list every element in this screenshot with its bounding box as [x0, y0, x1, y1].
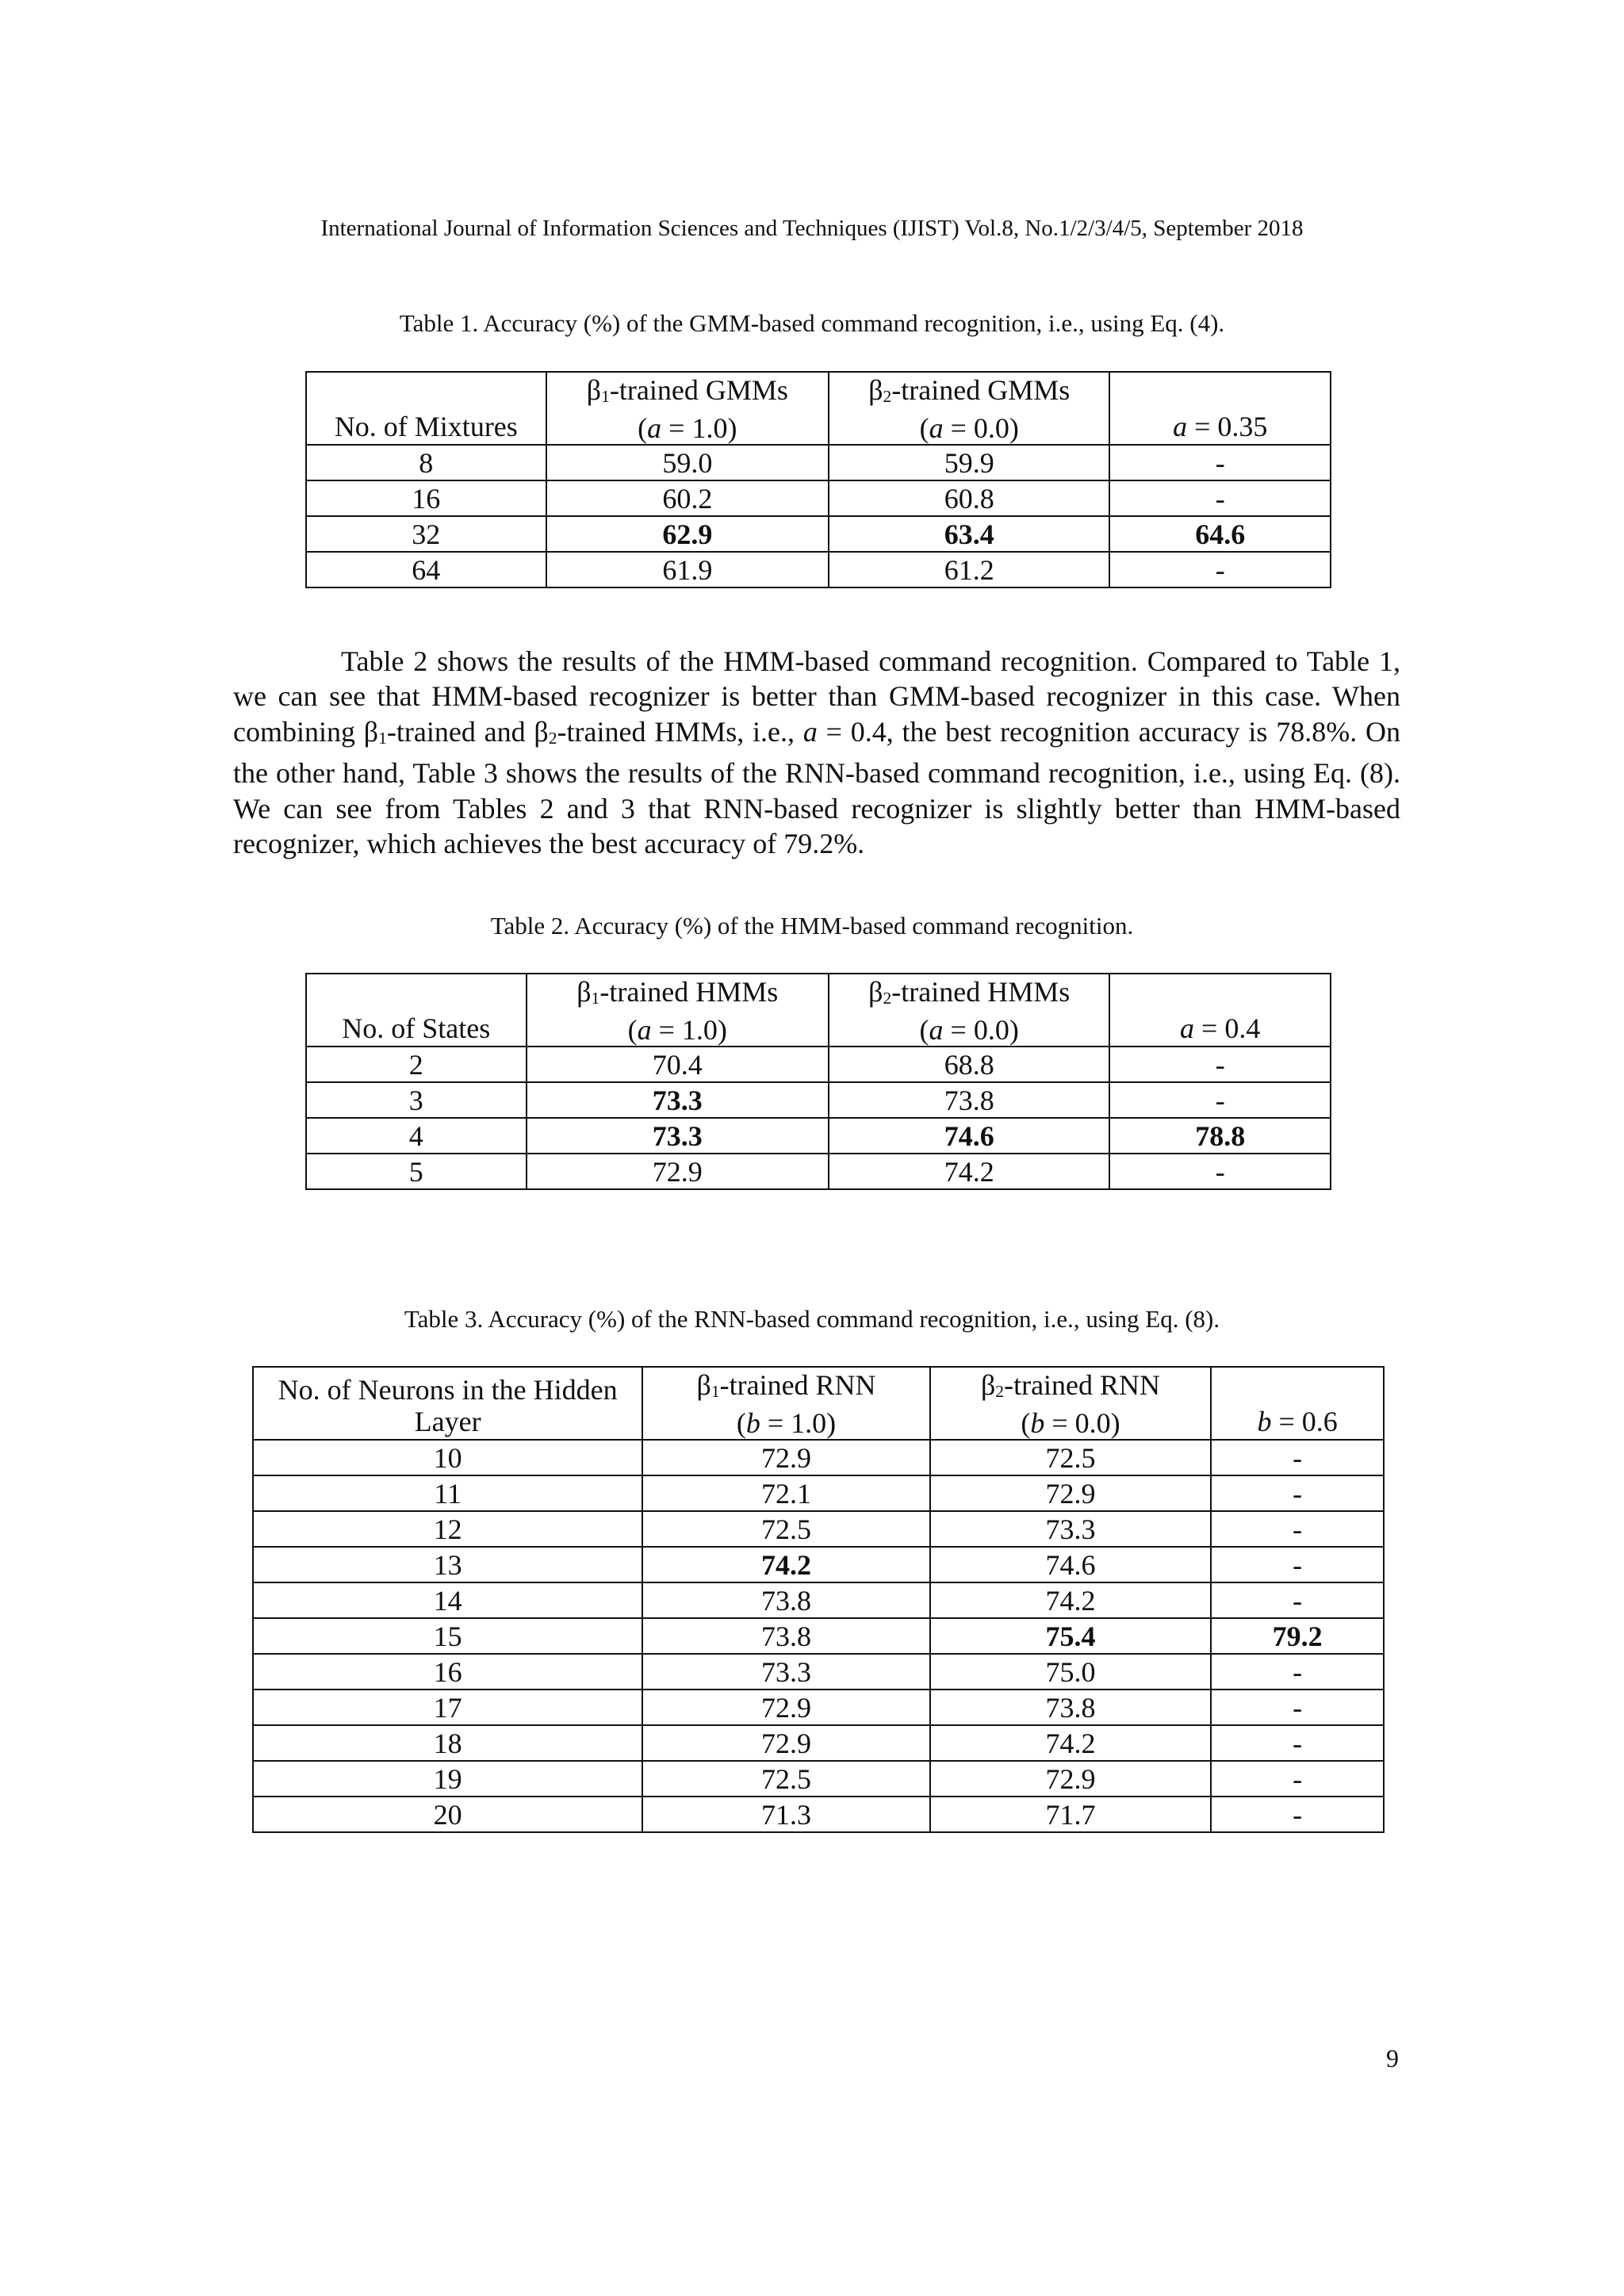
table-row	[306, 1082, 1331, 1118]
table-cell: -	[1211, 1725, 1384, 1761]
table-cell: 16	[306, 480, 546, 516]
table-cell: 74.6	[930, 1547, 1212, 1582]
table-row	[306, 552, 1331, 587]
table-row	[253, 1511, 1384, 1547]
table3-col4-header: b = 0.6	[1211, 1367, 1384, 1440]
table-cell: 4	[306, 1118, 527, 1154]
table-cell: 74.2	[930, 1725, 1212, 1761]
table2-col2-header: $\beta_1$-trained HMMs (a = 1.0)	[527, 974, 829, 1047]
table-cell: 72.1	[642, 1475, 929, 1511]
table1-col3-header: $\beta_2$-trained GMMs (a = 0.0)	[829, 372, 1109, 445]
running-header: International Journal of Information Sciences and Techniques (IJIST) Vol.8, No.1/2/3/4/5, September 2018	[320, 216, 1304, 241]
table-cell: -	[1211, 1440, 1384, 1475]
table-cell: 64	[306, 552, 546, 587]
table1	[305, 371, 1331, 588]
table-row	[253, 1547, 1384, 1582]
table-cell: 59.9	[829, 445, 1109, 480]
table-cell: -	[1109, 445, 1331, 480]
table2	[305, 973, 1331, 1190]
table2-col1-header: No. of States	[306, 974, 527, 1047]
table-cell: 72.9	[642, 1440, 929, 1475]
table-cell: 19	[253, 1761, 642, 1797]
table-cell: 18	[253, 1725, 642, 1761]
table-cell: -	[1109, 480, 1331, 516]
table-cell: -	[1211, 1511, 1384, 1547]
table-cell: -	[1211, 1475, 1384, 1511]
table-cell: -	[1211, 1761, 1384, 1797]
table-row	[253, 1761, 1384, 1797]
table-cell: 2	[306, 1047, 527, 1082]
table2-header-row	[306, 974, 1331, 1047]
body-paragraph: Table 2 shows the results of the HMM-based command recognition. Compared to Table 1, we can see that HMM-based recognizer is better than GMM-based recognizer in this case. When combining $\beta_1$-trained and $\beta_2$-trained HMMs, i.e., a = 0.4, the best recognition accuracy is 78.8%. On the other hand, Table 3 shows the results of the RNN-based command recognition, i.e., using Eq. (8). We can see from Tables 2 and 3 that RNN-based recognizer is slightly better than HMM-based recognizer, which achieves the best accuracy of 79.2%.	[233, 645, 1400, 860]
table-cell: 74.2	[829, 1154, 1109, 1189]
table3-header-row	[253, 1367, 1384, 1440]
table-cell: 11	[253, 1475, 642, 1511]
table2-col4-header: a = 0.4	[1109, 974, 1331, 1047]
table-cell: 62.9	[546, 516, 829, 552]
table-cell: 75.4	[930, 1618, 1212, 1654]
table-cell: -	[1211, 1582, 1384, 1618]
table-cell: 10	[253, 1440, 642, 1475]
table-cell: 75.0	[930, 1654, 1212, 1689]
table-cell: 5	[306, 1154, 527, 1189]
table-cell: 16	[253, 1654, 642, 1689]
table-cell: -	[1109, 1082, 1331, 1118]
table-cell: -	[1211, 1797, 1384, 1832]
table-cell: 71.7	[930, 1797, 1212, 1832]
table-row	[306, 480, 1331, 516]
table-cell: 32	[306, 516, 546, 552]
table-cell: 13	[253, 1547, 642, 1582]
table-cell: 72.5	[642, 1761, 929, 1797]
table-cell: 74.2	[930, 1582, 1212, 1618]
table1-col2-header: $\beta_1$-trained GMMs (a = 1.0)	[546, 372, 829, 445]
table-cell: 73.3	[527, 1118, 829, 1154]
table-row	[306, 1118, 1331, 1154]
table-cell: 72.5	[930, 1440, 1212, 1475]
table3-caption: Table 3. Accuracy (%) of the RNN-based command recognition, i.e., using Eq. (8).	[404, 1305, 1220, 1333]
table-row	[253, 1618, 1384, 1654]
table-row	[306, 1047, 1331, 1082]
table-row	[253, 1582, 1384, 1618]
table-cell: 74.6	[829, 1118, 1109, 1154]
table-cell: 72.9	[930, 1475, 1212, 1511]
table-cell: -	[1109, 1154, 1331, 1189]
table1-header-row	[306, 372, 1331, 445]
table3-col2-header: $\beta_1$-trained RNN (b = 1.0)	[642, 1367, 929, 1440]
table1-col4-header: a = 0.35	[1109, 372, 1331, 445]
table-cell: 59.0	[546, 445, 829, 480]
table-row	[306, 516, 1331, 552]
table-cell: 72.5	[642, 1511, 929, 1547]
table-cell: 64.6	[1109, 516, 1331, 552]
table-cell: 73.3	[642, 1654, 929, 1689]
table-row	[306, 1154, 1331, 1189]
table2-col3-header: $\beta_2$-trained HMMs (a = 0.0)	[829, 974, 1109, 1047]
table-cell: -	[1211, 1654, 1384, 1689]
table-cell: 79.2	[1211, 1618, 1384, 1654]
table-cell: 61.2	[829, 552, 1109, 587]
table-row	[253, 1797, 1384, 1832]
table3-col1-header: No. of Neurons in the Hidden Layer	[253, 1367, 642, 1440]
table-row	[253, 1725, 1384, 1761]
table-cell: 8	[306, 445, 546, 480]
table-cell: 61.9	[546, 552, 829, 587]
table-cell: 73.3	[930, 1511, 1212, 1547]
table-cell: 20	[253, 1797, 642, 1832]
table-cell: 70.4	[527, 1047, 829, 1082]
table-cell: 3	[306, 1082, 527, 1118]
table-cell: 72.9	[527, 1154, 829, 1189]
table-cell: 74.2	[642, 1547, 929, 1582]
table-cell: 78.8	[1109, 1118, 1331, 1154]
table2-caption: Table 2. Accuracy (%) of the HMM-based command recognition.	[490, 912, 1134, 939]
table-cell: 60.8	[829, 480, 1109, 516]
table-cell: 73.8	[642, 1582, 929, 1618]
table-cell: 12	[253, 1511, 642, 1547]
table-cell: 72.9	[930, 1761, 1212, 1797]
table3-col3-header: $\beta_2$-trained RNN (b = 0.0)	[930, 1367, 1212, 1440]
table-cell: 68.8	[829, 1047, 1109, 1082]
table-cell: 73.8	[930, 1689, 1212, 1725]
table-cell: -	[1109, 552, 1331, 587]
table-cell: 73.8	[642, 1618, 929, 1654]
table-cell: 14	[253, 1582, 642, 1618]
table-cell: -	[1109, 1047, 1331, 1082]
table-cell: 15	[253, 1618, 642, 1654]
table-cell: 60.2	[546, 480, 829, 516]
page-number: 9	[1386, 2044, 1399, 2072]
table1-col1-header: No. of Mixtures	[306, 372, 546, 445]
table-row	[306, 445, 1331, 480]
table-cell: 72.9	[642, 1725, 929, 1761]
table-cell: 73.3	[527, 1082, 829, 1118]
table1-caption: Table 1. Accuracy (%) of the GMM-based command recognition, i.e., using Eq. (4).	[399, 309, 1225, 337]
table-cell: 17	[253, 1689, 642, 1725]
table-cell: 71.3	[642, 1797, 929, 1832]
table-row	[253, 1440, 1384, 1475]
table-row	[253, 1654, 1384, 1689]
table-row	[253, 1689, 1384, 1725]
table-cell: 72.9	[642, 1689, 929, 1725]
table-cell: 73.8	[829, 1082, 1109, 1118]
table-cell: -	[1211, 1689, 1384, 1725]
table3	[252, 1366, 1385, 1833]
table-cell: 63.4	[829, 516, 1109, 552]
table-row	[253, 1475, 1384, 1511]
table-cell: -	[1211, 1547, 1384, 1582]
